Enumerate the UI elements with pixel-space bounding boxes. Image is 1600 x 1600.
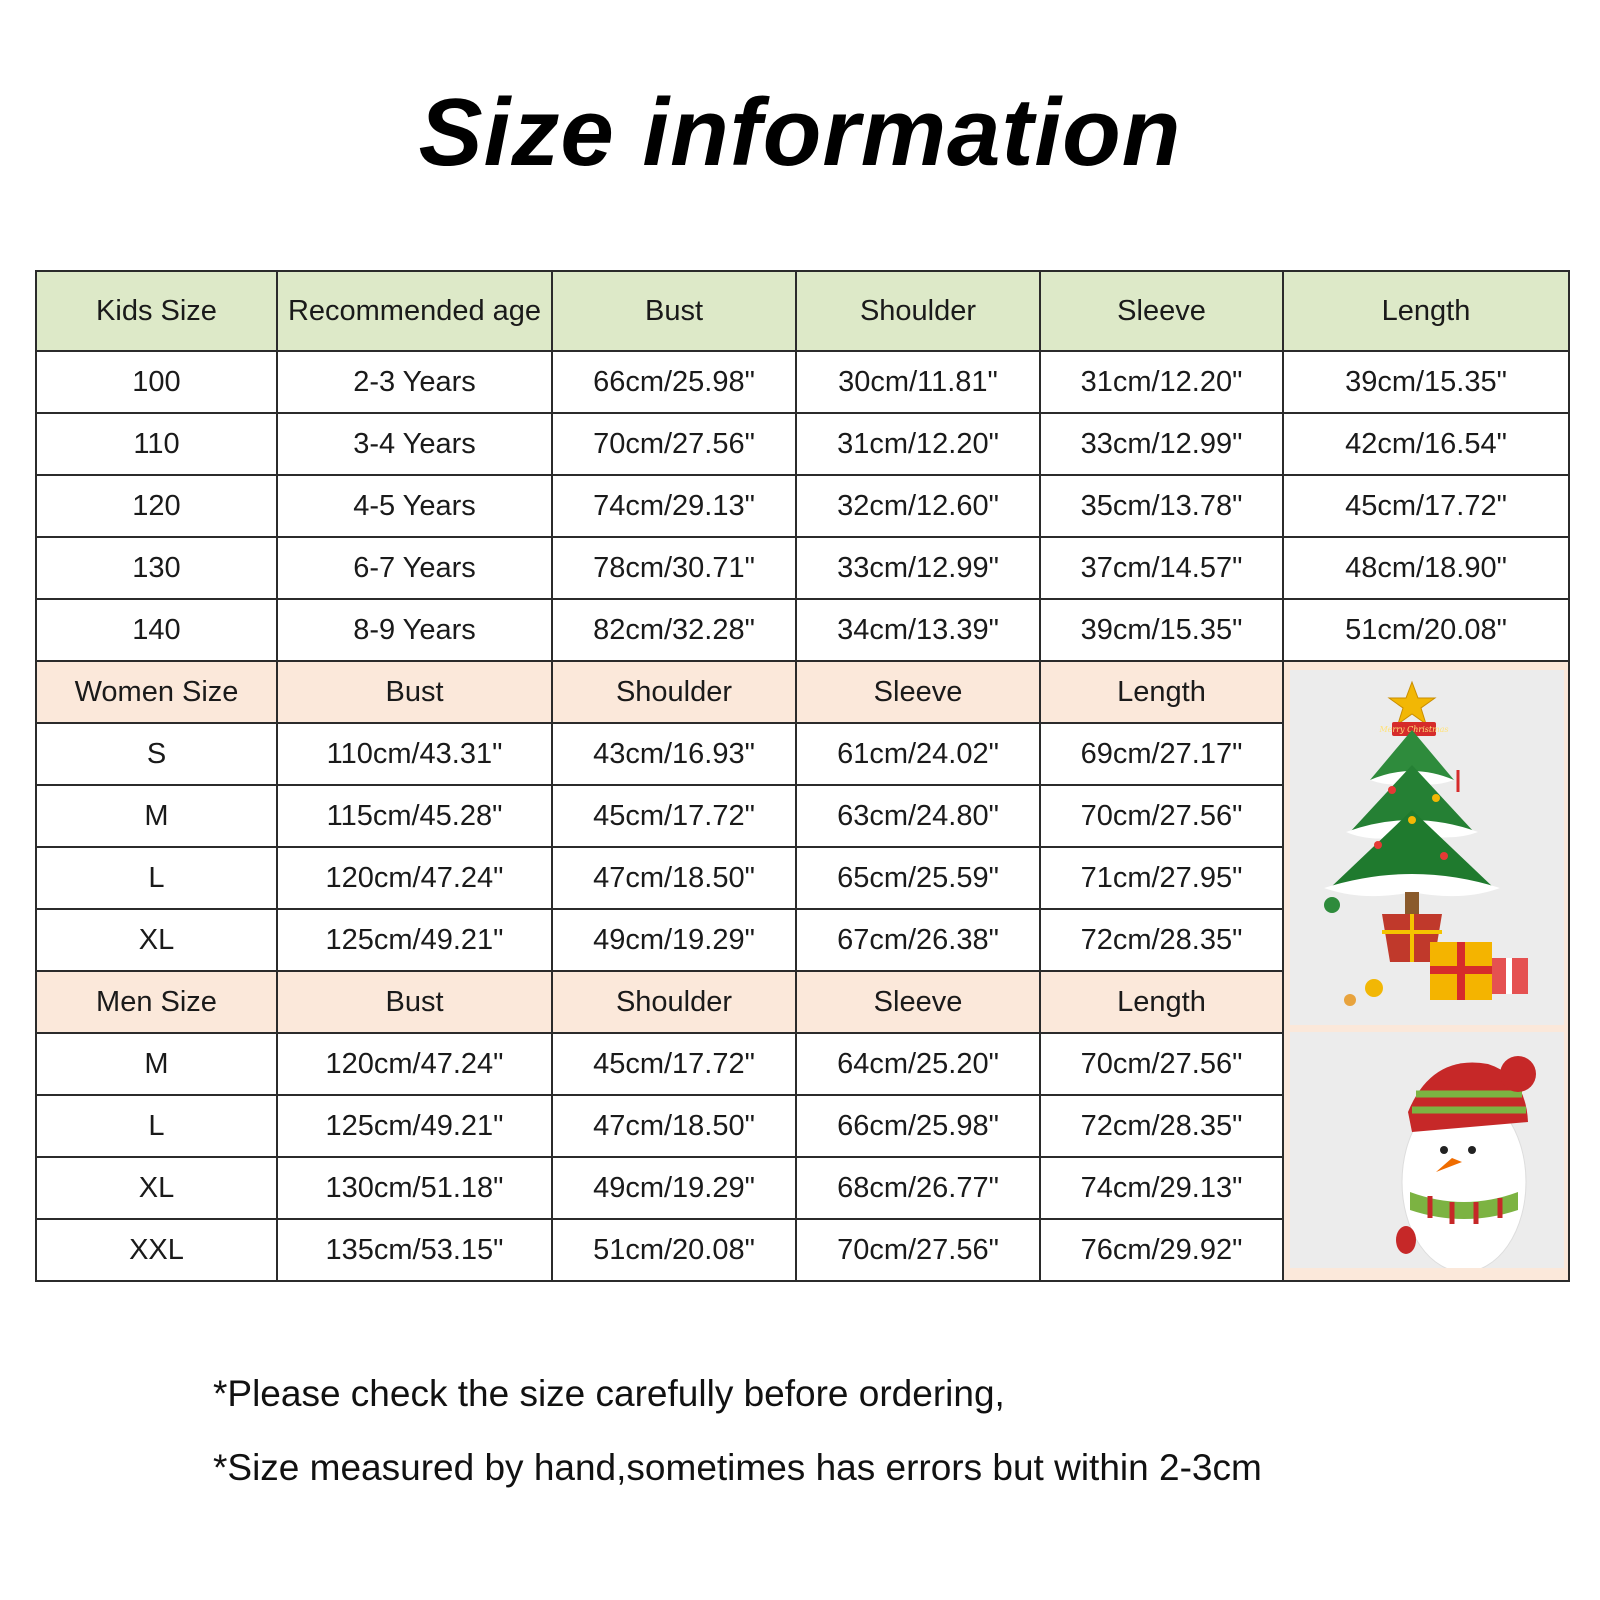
sleeve-cell: 64cm/25.20" <box>796 1033 1040 1095</box>
age-cell: 8-9 Years <box>277 599 552 661</box>
length-cell: 45cm/17.72" <box>1283 475 1569 537</box>
shoulder-cell: 49cm/19.29" <box>552 909 796 971</box>
women-size-cell: L <box>36 847 277 909</box>
kids-size-cell: 140 <box>36 599 277 661</box>
svg-text:Merry Christmas: Merry Christmas <box>1379 725 1449 734</box>
bust-cell: 115cm/45.28" <box>277 785 552 847</box>
length-header: Length <box>1283 271 1569 351</box>
length-cell: 42cm/16.54" <box>1283 413 1569 475</box>
length-cell: 76cm/29.92" <box>1040 1219 1283 1281</box>
bust-header: Bust <box>277 971 552 1033</box>
kids-row <box>36 413 1569 475</box>
age-cell: 4-5 Years <box>277 475 552 537</box>
women-size-cell: S <box>36 723 277 785</box>
sleeve-cell: 31cm/12.20" <box>1040 351 1283 413</box>
sleeve-header: Sleeve <box>796 661 1040 723</box>
age-cell: 2-3 Years <box>277 351 552 413</box>
shoulder-cell: 43cm/16.93" <box>552 723 796 785</box>
shoulder-cell: 47cm/18.50" <box>552 847 796 909</box>
shoulder-header: Shoulder <box>796 271 1040 351</box>
kids-size-header: Kids Size <box>36 271 277 351</box>
shoulder-cell: 33cm/12.99" <box>796 537 1040 599</box>
length-cell: 69cm/27.17" <box>1040 723 1283 785</box>
women-size-cell: M <box>36 785 277 847</box>
bust-cell: 125cm/49.21" <box>277 1095 552 1157</box>
length-cell: 72cm/28.35" <box>1040 1095 1283 1157</box>
kids-row <box>36 351 1569 413</box>
christmas-tree-image <box>1290 670 1564 1025</box>
length-header: Length <box>1040 661 1283 723</box>
bust-cell: 120cm/47.24" <box>277 847 552 909</box>
bust-cell: 78cm/30.71" <box>552 537 796 599</box>
shoulder-cell: 51cm/20.08" <box>552 1219 796 1281</box>
sleeve-header: Sleeve <box>796 971 1040 1033</box>
bust-cell: 70cm/27.56" <box>552 413 796 475</box>
shoulder-cell: 31cm/12.20" <box>796 413 1040 475</box>
length-cell: 72cm/28.35" <box>1040 909 1283 971</box>
kids-size-cell: 100 <box>36 351 277 413</box>
snowman-image <box>1290 1032 1564 1268</box>
sleeve-cell: 33cm/12.99" <box>1040 413 1283 475</box>
men-size-cell: XXL <box>36 1219 277 1281</box>
sleeve-cell: 39cm/15.35" <box>1040 599 1283 661</box>
men-size-cell: XL <box>36 1157 277 1219</box>
length-header: Length <box>1040 971 1283 1033</box>
kids-size-cell: 120 <box>36 475 277 537</box>
size-table <box>35 270 1570 1282</box>
bust-cell: 130cm/51.18" <box>277 1157 552 1219</box>
sleeve-cell: 67cm/26.38" <box>796 909 1040 971</box>
length-cell: 39cm/15.35" <box>1283 351 1569 413</box>
kids-size-cell: 130 <box>36 537 277 599</box>
shoulder-cell: 45cm/17.72" <box>552 785 796 847</box>
page-title: Size information <box>418 79 1182 186</box>
recommended-age-header: Recommended age <box>277 271 552 351</box>
sleeve-cell: 66cm/25.98" <box>796 1095 1040 1157</box>
length-cell: 74cm/29.13" <box>1040 1157 1283 1219</box>
women-header-row <box>36 661 1569 723</box>
bust-cell: 135cm/53.15" <box>277 1219 552 1281</box>
women-size-header: Women Size <box>36 661 277 723</box>
men-size-header: Men Size <box>36 971 277 1033</box>
note-check-size: *Please check the size carefully before ordering, <box>213 1373 1005 1414</box>
kids-header-row <box>36 271 1569 351</box>
shoulder-header: Shoulder <box>552 661 796 723</box>
age-cell: 6-7 Years <box>277 537 552 599</box>
size-notes <box>213 1373 1262 1521</box>
men-size-cell: M <box>36 1033 277 1095</box>
bust-header: Bust <box>552 271 796 351</box>
shoulder-cell: 49cm/19.29" <box>552 1157 796 1219</box>
sleeve-cell: 35cm/13.78" <box>1040 475 1283 537</box>
length-cell: 70cm/27.56" <box>1040 1033 1283 1095</box>
shoulder-header: Shoulder <box>552 971 796 1033</box>
bust-cell: 120cm/47.24" <box>277 1033 552 1095</box>
age-cell: 3-4 Years <box>277 413 552 475</box>
sleeve-cell: 63cm/24.80" <box>796 785 1040 847</box>
kids-size-cell: 110 <box>36 413 277 475</box>
women-size-cell: XL <box>36 909 277 971</box>
shoulder-cell: 47cm/18.50" <box>552 1095 796 1157</box>
sleeve-header: Sleeve <box>1040 271 1283 351</box>
sleeve-cell: 37cm/14.57" <box>1040 537 1283 599</box>
length-cell: 71cm/27.95" <box>1040 847 1283 909</box>
bust-cell: 125cm/49.21" <box>277 909 552 971</box>
kids-row <box>36 599 1569 661</box>
sleeve-cell: 70cm/27.56" <box>796 1219 1040 1281</box>
length-cell: 51cm/20.08" <box>1283 599 1569 661</box>
shoulder-cell: 30cm/11.81" <box>796 351 1040 413</box>
length-cell: 48cm/18.90" <box>1283 537 1569 599</box>
bust-header: Bust <box>277 661 552 723</box>
men-size-cell: L <box>36 1095 277 1157</box>
kids-row <box>36 475 1569 537</box>
length-cell: 70cm/27.56" <box>1040 785 1283 847</box>
shoulder-cell: 45cm/17.72" <box>552 1033 796 1095</box>
note-measurement-error: *Size measured by hand,sometimes has errors but within 2-3cm <box>213 1447 1262 1488</box>
bust-cell: 82cm/32.28" <box>552 599 796 661</box>
bust-cell: 66cm/25.98" <box>552 351 796 413</box>
sleeve-cell: 68cm/26.77" <box>796 1157 1040 1219</box>
bust-cell: 110cm/43.31" <box>277 723 552 785</box>
sleeve-cell: 65cm/25.59" <box>796 847 1040 909</box>
bust-cell: 74cm/29.13" <box>552 475 796 537</box>
shoulder-cell: 32cm/12.60" <box>796 475 1040 537</box>
decoration-cell <box>1283 661 1569 1281</box>
sleeve-cell: 61cm/24.02" <box>796 723 1040 785</box>
kids-row <box>36 537 1569 599</box>
shoulder-cell: 34cm/13.39" <box>796 599 1040 661</box>
